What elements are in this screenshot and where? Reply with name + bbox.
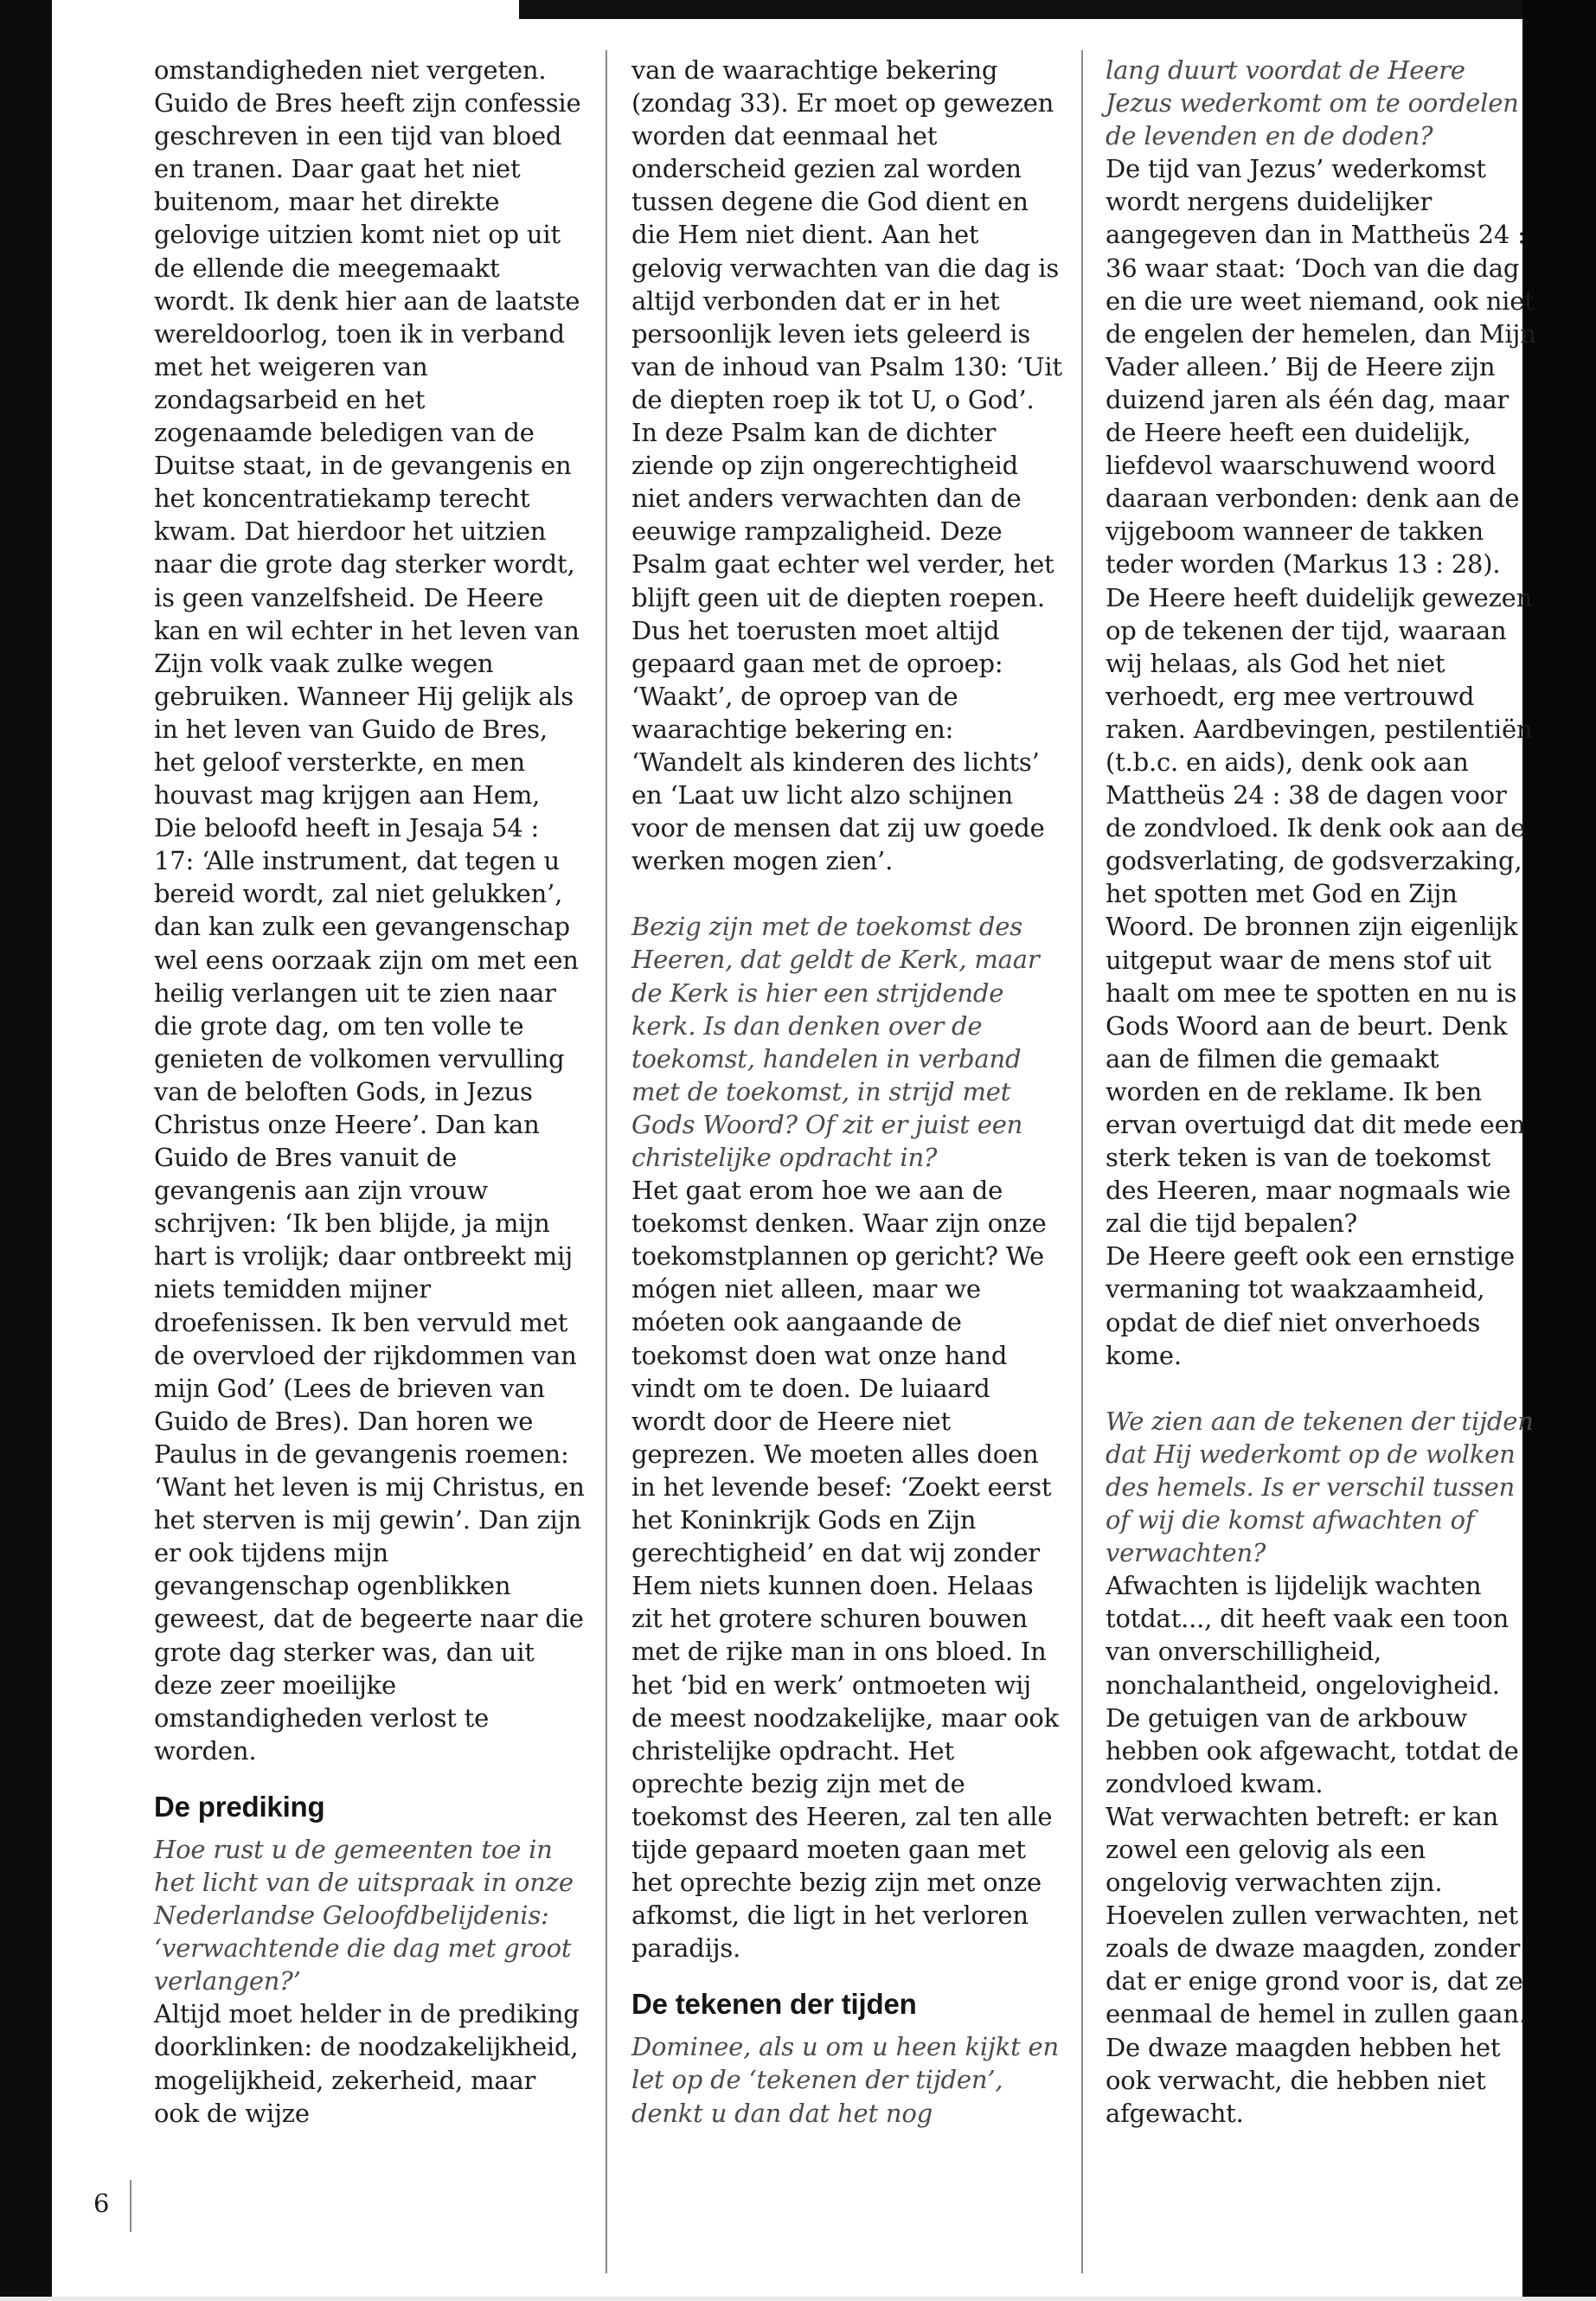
paragraph: Het gaat erom hoe we aan de toekomst denken. Waar zijn onze toekomstplannen op gericht? We mógen niet alleen, maar we móeten ook aangaande de toekomst doen wat onze hand vindt om te doen. De luiaard wordt door de Heere niet geprezen. We moeten alles doen in het levende besef: ‘Zoekt eerst het Koninkrijk Gods en Zijn gerechtigheid’ en dat wij zonder Hem niets kunnen doen. Helaas zit het grotere schuren bouwen met de rijke man in ons bloed. In het ‘bid en werk’ ontmoeten wij de meest noodzakelijke, maar ook christelijke opdracht. Het oprechte bezig zijn met de toekomst des Heeren, zal ten alle tijde gepaard moeten gaan met het oprechte bezig zijn met onze afkomst, die ligt in het verloren paradijs. [631, 1176, 1059, 1964]
paragraph: De tijd van Jezus’ wederkomst wordt nergens duidelijker aangegeven dan in Mattheüs 24 : 36 waar staat: ‘Doch van die dag en die ure weet niemand, ook niet de engelen der hemelen, dan Mijn Vader alleen.’ Bij de Heere zijn duizend jaren als één dag, maar de Heere heeft een duidelijk, liefdevol waarschuwend woord daaraan verbonden: denk aan de vijgeboom wanneer de takken teder worden (Markus 13 : 28). De Heere heeft duidelijk gewezen op de tekenen der tijd, waaraan wij helaas, als God het niet verhoedt, erg mee vertrouwd raken. Aardbevingen, pestilentiën (t.b.c. en aids), denk ook aan Mattheüs 24 : 38 de dagen voor de zondvloed. Ik denk ook aan de godsverlating, de godsverzaking, het spotten met God en Zijn Woord. De bronnen zijn eigenlijk uitgeput waar de mens stof uit haalt om mee te spotten en nu is Gods Woord aan de beurt. Denk aan de filmen die gemaakt worden en de reklame. Ik ben ervan overtuigd dat dit mede een sterk teken is van de toekomst des Heeren, maar nogmaals wie zal die tijd bepalen? [1106, 154, 1536, 1239]
scan-left-shadow [0, 0, 52, 2301]
column-3 [1106, 54, 1538, 2130]
column-divider-1 [606, 50, 607, 2273]
paragraph: De Heere geeft ook een ernstige vermaning tot waakzaamheid, opdat de dief niet onverhoeds kome. [1106, 1241, 1515, 1370]
section-heading-prediking: De prediking [154, 1790, 325, 1823]
page-number-rule [130, 2180, 131, 2232]
scan-top-shadow [519, 0, 1596, 19]
paragraph: Afwachten is lijdelijk wachten totdat..., dit heeft vaak een toon van onverschilligheid, nonchalantheid, ongelovigheid. De getuigen van de arkbouw hebben ook afgewacht, totdat de zondvloed kwam. [1106, 1571, 1519, 1798]
paragraph: van de waarachtige bekering (zondag 33). Er moet op gewezen worden dat eenmaal het onderscheid gezien zal worden tussen degene die God dient en die Hem niet dient. Aan het gelovig verwachten van die dag is altijd verbonden dat er in het persoonlijk leven iets geleerd is van de inhoud van Psalm 130: ‘Uit de diepten roep ik tot U, o God’. In deze Psalm kan de dichter ziende op zijn ongerechtigheid niet anders verwachten dan de eeuwige rampzaligheid. Deze Psalm gaat echter wel verder, het blijft geen uit de diepten roepen. Dus het toerusten moet altijd gepaard gaan met de oproep: ‘Waakt’, de oproep van de waarachtige bekering en: ‘Wandelt als kinderen des lichts’ en ‘Laat uw licht alzo schijnen voor de mensen dat zij uw goede werken mogen zien’. [631, 55, 1062, 876]
section-heading-tekenen: De tekenen der tijden [631, 1988, 917, 2021]
scan-bottom-edge [0, 2297, 1596, 2301]
column-divider-2 [1081, 50, 1083, 2273]
interview-question: We zien aan de tekenen der tijden dat Hij wederkomt op de wolken des hemels. Is er verschil tussen of wij die komst afwachten of verwachten? [1106, 1406, 1534, 1568]
paragraph: omstandigheden niet vergeten. Guido de Bres heeft zijn confessie geschreven in een tijd van bloed en tranen. Daar gaat het niet buitenom, maar het direkte gelovige uitzien komt niet op uit de ellende die meegemaakt wordt. Ik denk hier aan de laatste wereldoorlog, toen ik in verband met het weigeren van zondagsarbeid en het zogenaamde beledigen van de Duitse staat, in de gevangenis en het koncentratiekamp terecht kwam. Dat hierdoor het uitzien naar die grote dag sterker wordt, is geen vanzelfsheid. De Heere kan en wil echter in het leven van Zijn volk vaak zulke wegen gebruiken. Wanneer Hij gelijk als in het leven van Guido de Bres, het geloof versterkte, en men houvast mag krijgen aan Hem, Die beloofd heeft in Jesaja 54 : 17: ‘Alle instrument, dat tegen u bereid wordt, zal niet gelukken’, dan kan zulk een gevangenschap wel eens oorzaak zijn om met een heilig verlangen uit te zien naar die grote dag, om ten volle te genieten de volkomen vervulling van de beloften Gods, in Jezus Christus onze Heere’. Dan kan Guido de Bres vanuit de gevangenis aan zijn vrouw schrijven: ‘Ik ben blijde, ja mijn hart is vrolijk; daar ontbreekt mij niets temidden mijner droefenissen. Ik ben vervuld met de overvloed der rijkdommen van mijn God’ (Lees de brieven van Guido de Bres). Dan horen we Paulus in de gevangenis roemen: ‘Want het leven is mij Christus, en het sterven is mij gewin’. Dan zijn er ook tijdens mijn gevangenschap ogenblikken geweest, dat de begeerte naar die grote dag sterker was, dan uit deze zeer moeilijke omstandigheden verlost te worden. [154, 55, 585, 1766]
column-2 [631, 54, 1064, 2130]
column-1 [154, 54, 586, 2130]
paragraph: Wat verwachten betreft: er kan zowel een gelovig als een ongelovig verwachten zijn. Hoevelen zullen verwachten, net zoals de dwaze maagden, zonder dat er enige grond voor is, dat ze eenmaal de hemel in zullen gaan. De dwaze maagden hebben het ook verwacht, die hebben niet afgewacht. [1106, 1801, 1527, 2128]
interview-question: Dominee, als u om u heen kijkt en let op de ‘tekenen der tijden’, denkt u dan dat het nog [631, 2032, 1059, 2128]
interview-question: Bezig zijn met de toekomst des Heeren, dat geldt de Kerk, maar de Kerk is hier een strijdende kerk. Is dan denken over de toekomst, handelen in verband met de toekomst, in strijd met Gods Woord? Of zit er juist een christelijke opdracht in? [631, 912, 1040, 1172]
interview-question: Hoe rust u de gemeenten toe in het licht van de uitspraak in onze Nederlandse Geloofdbelijdenis: ‘verwachtende die dag met groot verlangen?’ [154, 1834, 574, 1997]
page-number: 6 [93, 2189, 110, 2218]
interview-question: lang duurt voordat de Heere Jezus wederkomt om te oordelen de levenden en de doden? [1106, 55, 1519, 151]
paragraph: Altijd moet helder in de prediking doorklinken: de noodzakelijkheid, mogelijkheid, zekerheid, maar ook de wijze [154, 1999, 580, 2128]
